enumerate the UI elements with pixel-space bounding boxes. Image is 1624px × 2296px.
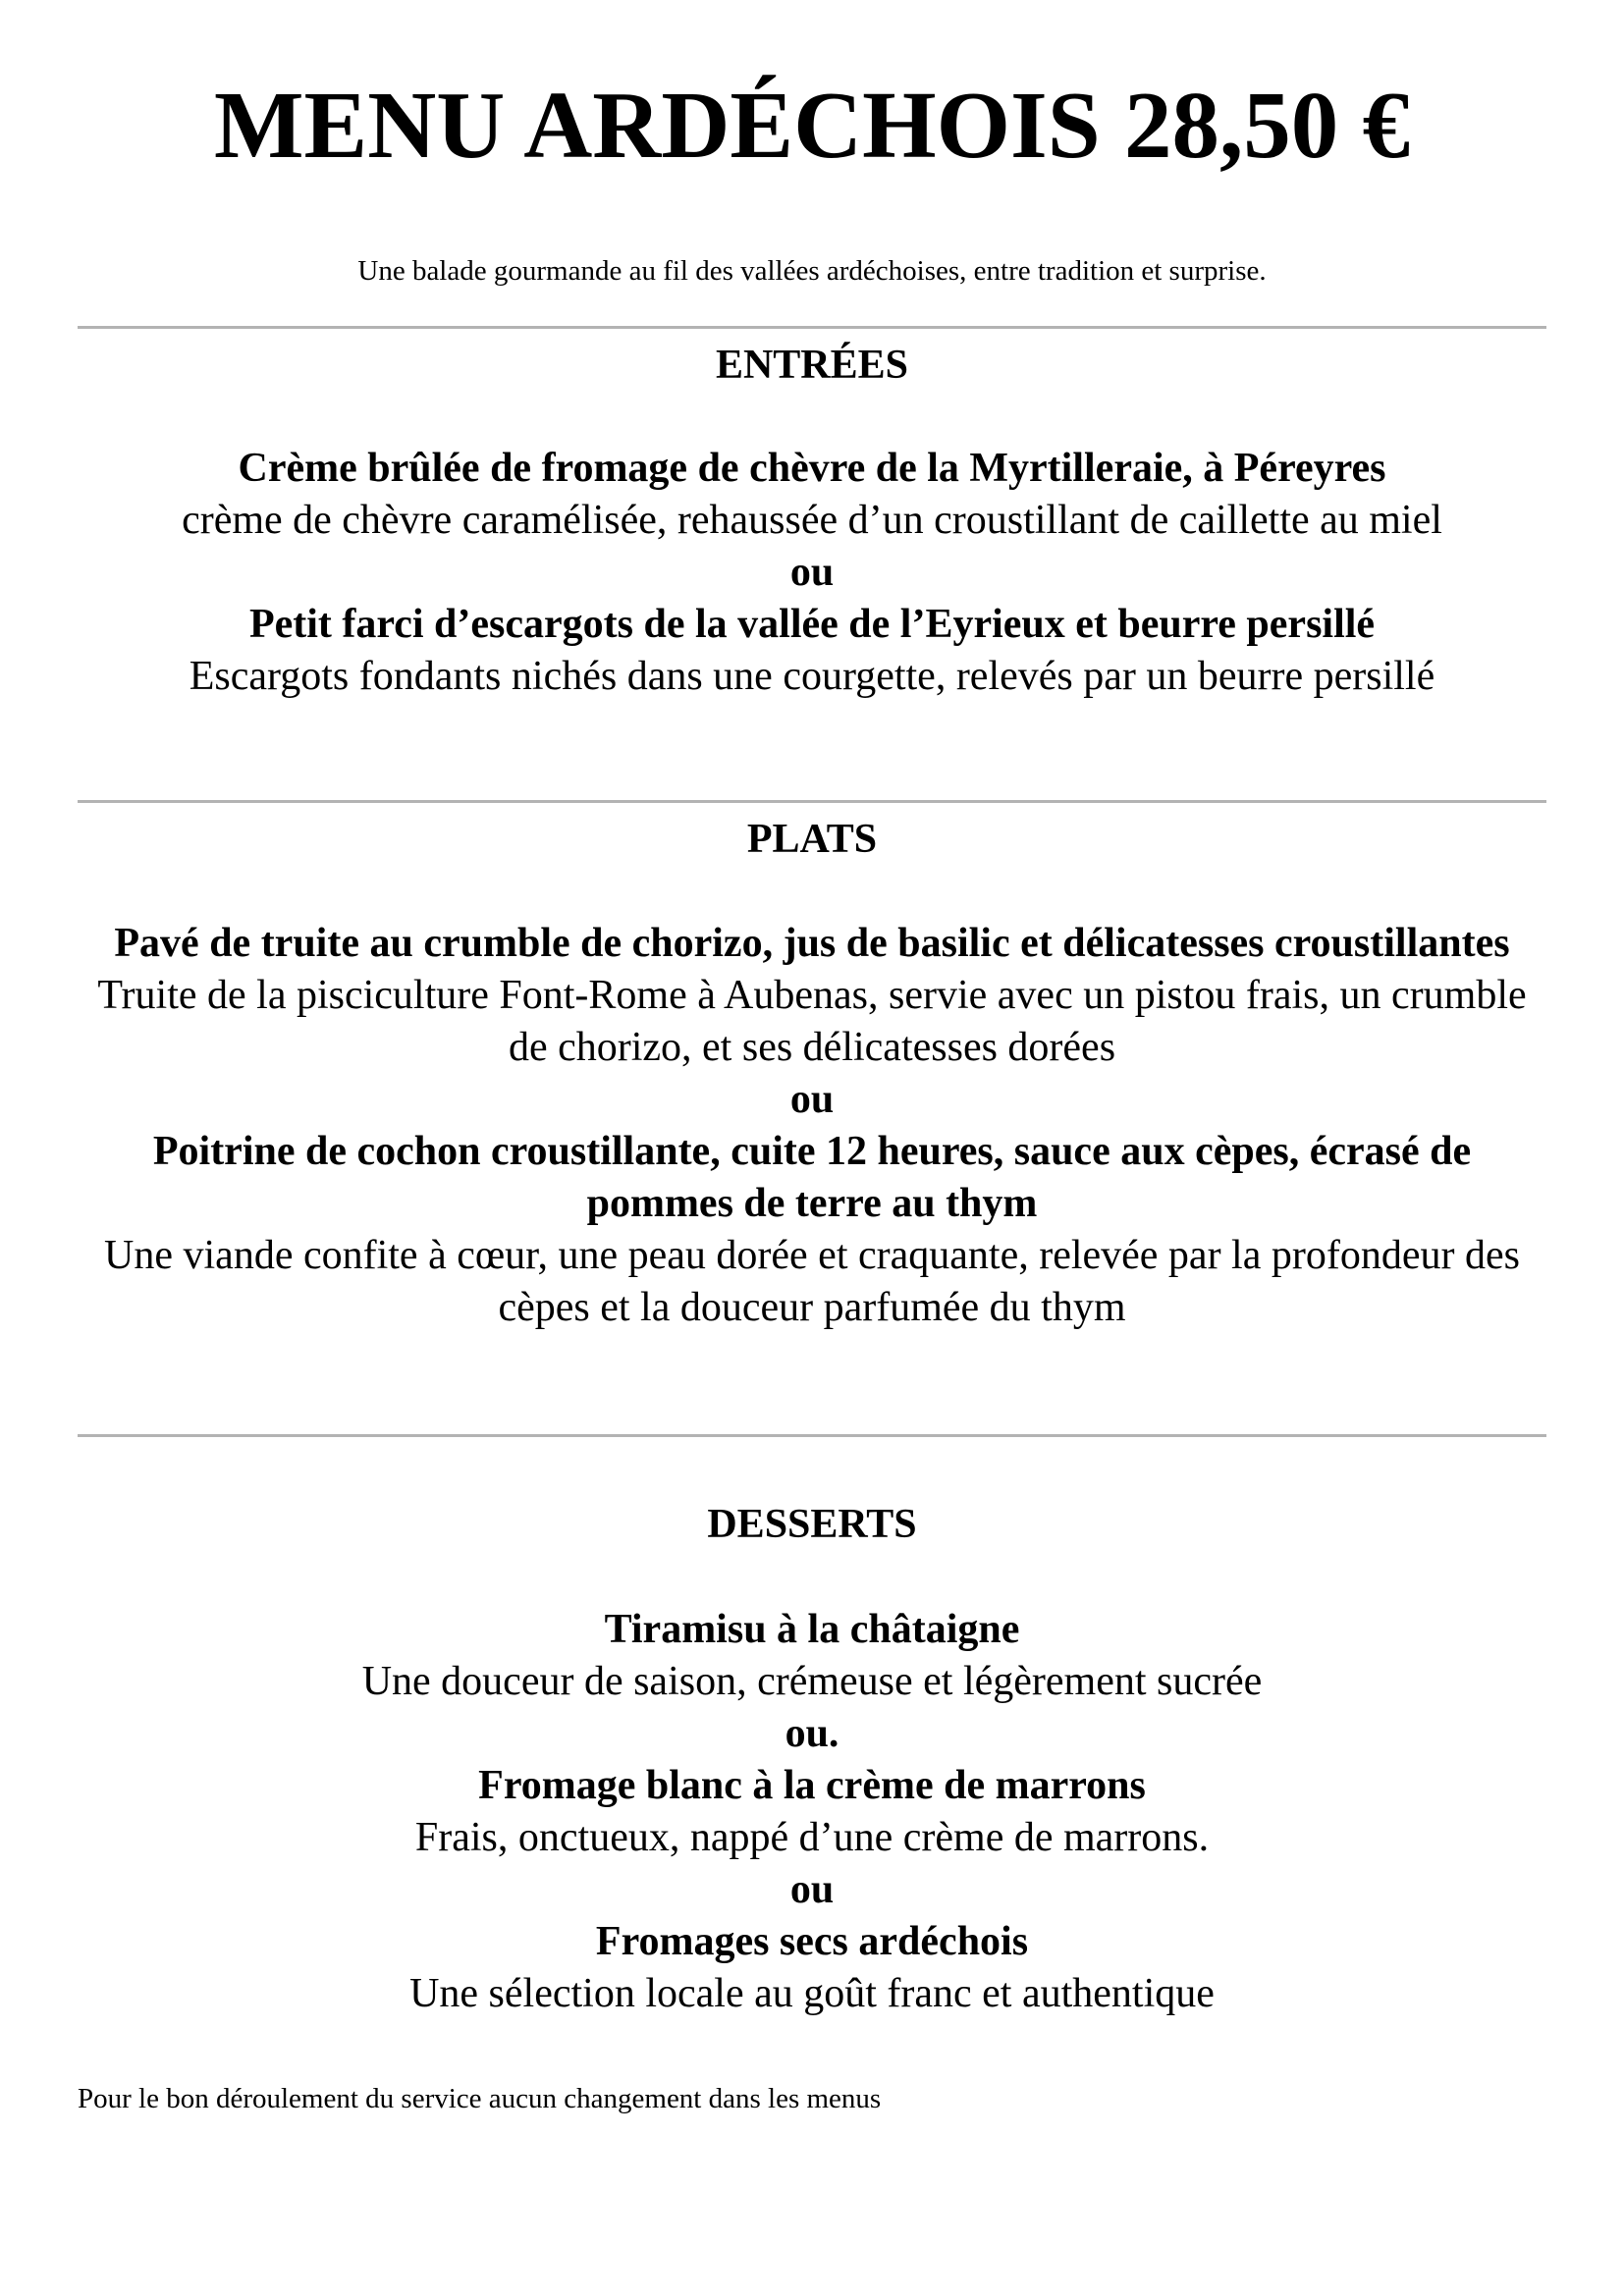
dish-name: Fromages secs ardéchois: [595, 1919, 1029, 1964]
section-plats-dishes: [78, 918, 1546, 1334]
dish-name: Pavé de truite au crumble de chorizo, jus de basilic et délicatesses croustillantes: [114, 921, 1510, 966]
section-heading-plats: PLATS: [746, 817, 878, 862]
dish-description: crème de chèvre caramélisée, rehaussée d’un croustillant de caillette au miel: [182, 498, 1442, 543]
or-separator: ou.: [785, 1711, 839, 1756]
divider: [78, 800, 1546, 803]
or-separator: ou: [789, 1867, 835, 1912]
dish-description: Truite de la pisciculture Font-Rome à Aubenas, servie avec un pistou frais, un crumble de chorizo, et ses délicatesses dorées: [97, 973, 1527, 1070]
dish-description: Une viande confite à cœur, une peau dorée et craquante, relevée par la profondeur des cèpes et la douceur parfumée du thym: [104, 1233, 1520, 1330]
divider: [78, 326, 1546, 329]
divider: [78, 1434, 1546, 1437]
dish-name: Fromage blanc à la crème de marrons: [478, 1763, 1146, 1808]
section-desserts-dishes: [78, 1604, 1546, 2020]
dish-description: Frais, onctueux, nappé d’une crème de marrons.: [414, 1815, 1210, 1860]
dish-name: Tiramisu à la châtaigne: [604, 1607, 1020, 1652]
dish-description: Une sélection locale au goût franc et authentique: [409, 1971, 1215, 2016]
section-heading-entrees: ENTRÉES: [715, 343, 909, 388]
or-separator: ou: [789, 550, 835, 595]
dish-description: Escargots fondants nichés dans une courgette, relevés par un beurre persillé: [189, 654, 1435, 699]
section-heading-desserts: DESSERTS: [707, 1502, 917, 1547]
or-separator: ou: [789, 1077, 835, 1122]
dish-description: Une douceur de saison, crémeuse et légèrement sucrée: [361, 1659, 1263, 1704]
menu-subtitle: Une balade gourmande au fil des vallées ardéchoises, entre tradition et surprise.: [357, 255, 1267, 287]
menu-title: MENU ARDÉCHOIS 28,50 €: [214, 73, 1410, 178]
dish-name: Crème brûlée de fromage de chèvre de la Myrtilleraie, à Péreyres: [238, 446, 1386, 491]
dish-name: Poitrine de cochon croustillante, cuite 12 heures, sauce aux cèpes, écrasé de pommes de terre au thym: [152, 1129, 1472, 1226]
dish-name: Petit farci d’escargots de la vallée de l’Eyrieux et beurre persillé: [248, 602, 1376, 647]
section-entrees-dishes: [78, 443, 1546, 703]
service-note: Pour le bon déroulement du service aucun changement dans les menus: [78, 2083, 882, 2114]
